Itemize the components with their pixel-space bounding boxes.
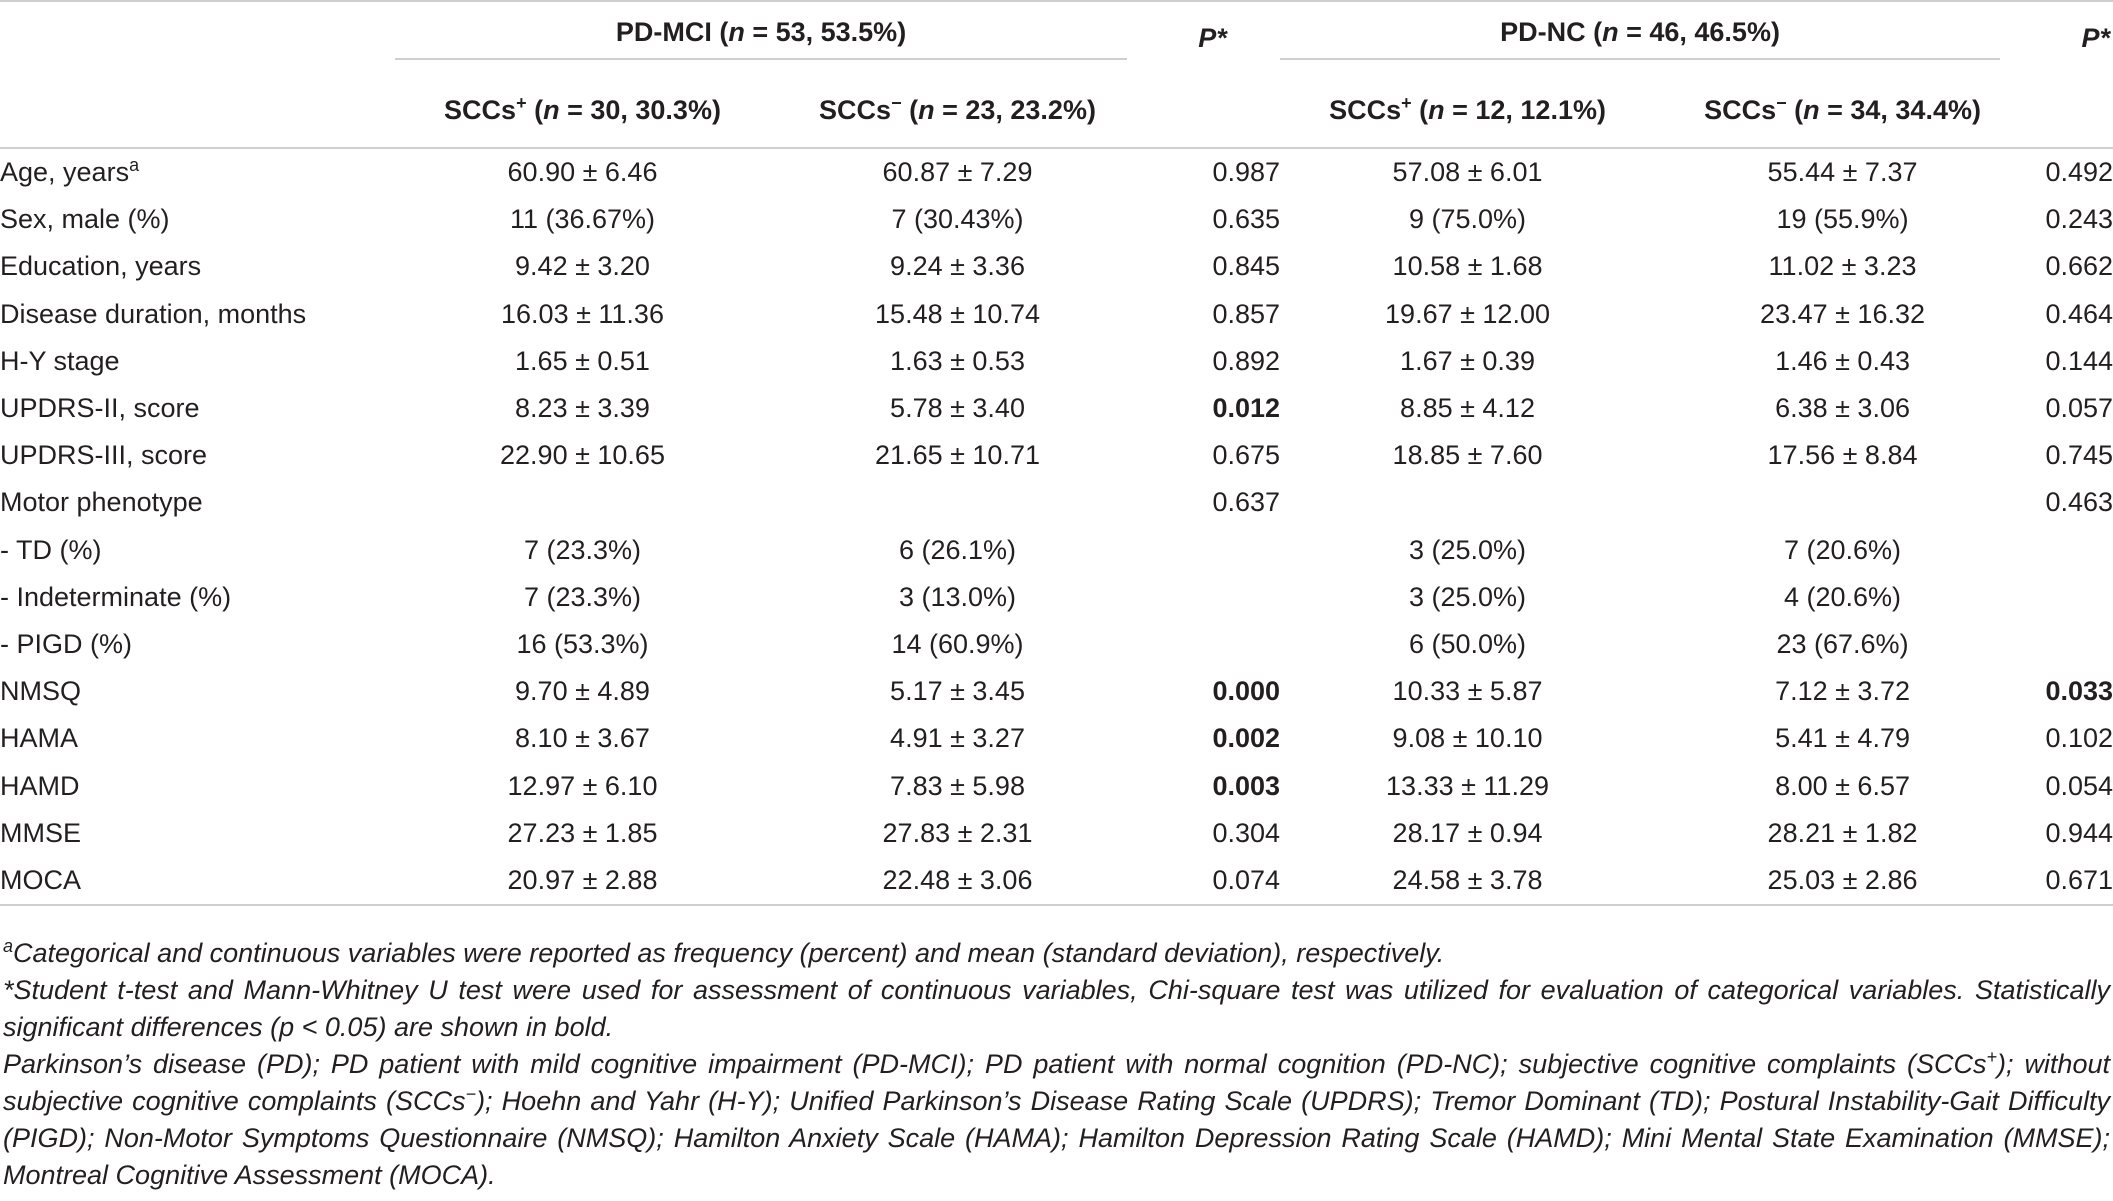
- cell-pd-nc-sccs-minus: [1655, 479, 2030, 526]
- cell-p-value-pd-mci: 0.635: [1212, 204, 1281, 235]
- subgroup-header: SCCs− (n = 34, 34.4%): [1704, 93, 1981, 125]
- table-row: [0, 810, 2113, 857]
- subgroup-header: SCCs+ (n = 30, 30.3%): [444, 93, 721, 125]
- cell-p-value-pd-nc: 0.054: [2045, 770, 2113, 801]
- p-value-header-1: P*: [1145, 1, 1280, 74]
- cell-p-value-pd-nc: 0.492: [2030, 148, 2113, 196]
- cell-pd-mci-sccs-plus: 16.03 ± 11.36: [501, 298, 664, 329]
- cell-p-value-pd-nc: 0.662: [2045, 251, 2113, 282]
- cell-p-value-pd-nc: 0.033: [2045, 676, 2113, 707]
- row-label: MMSE: [0, 817, 81, 848]
- row-label: H-Y stage: [0, 345, 120, 376]
- row-label: Motor phenotype: [0, 487, 203, 518]
- cell-pd-mci-sccs-plus: 7 (23.3%): [523, 581, 642, 612]
- table-row: [0, 762, 2113, 809]
- cell-p-value-pd-mci: 0.892: [1212, 345, 1281, 376]
- table-row: [0, 432, 2113, 479]
- cell-pd-mci-sccs-plus: 11 (36.67%): [509, 204, 656, 235]
- cell-pd-mci-sccs-plus: 20.97 ± 2.88: [395, 857, 770, 905]
- table-row: [0, 857, 2113, 905]
- cell-pd-mci-sccs-plus: 9.42 ± 3.20: [515, 251, 650, 282]
- cell-pd-nc-sccs-plus: 18.85 ± 7.60: [1392, 440, 1543, 471]
- cell-pd-nc-sccs-minus: 4 (20.6%): [1783, 581, 1902, 612]
- cell-pd-mci-sccs-minus: 6 (26.1%): [898, 534, 1017, 565]
- row-label: - TD (%): [0, 534, 102, 565]
- row-label: Education, years: [0, 251, 202, 282]
- cell-pd-nc-sccs-plus: 6 (50.0%): [1408, 628, 1527, 659]
- table-row: [0, 385, 2113, 432]
- group-header-pd-nc: PD-NC (n = 46, 46.5%): [1280, 1, 2030, 74]
- row-label: MOCA: [0, 857, 395, 905]
- table-row: [0, 527, 2113, 574]
- cell-pd-mci-sccs-minus: 3 (13.0%): [898, 581, 1017, 612]
- cell-pd-mci-sccs-plus: 60.90 ± 6.46: [395, 148, 770, 196]
- cell-pd-nc-sccs-plus: [1280, 479, 1655, 526]
- row-label: UPDRS-III, score: [0, 440, 208, 471]
- table-row: [0, 479, 2113, 526]
- cell-pd-nc-sccs-plus: 3 (25.0%): [1408, 581, 1527, 612]
- table-row: [0, 574, 2113, 621]
- cell-p-value-pd-nc: [2030, 621, 2113, 668]
- cell-pd-mci-sccs-minus: 9.24 ± 3.36: [890, 251, 1025, 282]
- cell-pd-mci-sccs-minus: 5.78 ± 3.40: [890, 393, 1025, 424]
- cell-pd-nc-sccs-minus: 23.47 ± 16.32: [1760, 298, 1925, 329]
- cell-pd-nc-sccs-minus: 17.56 ± 8.84: [1767, 440, 1918, 471]
- cell-pd-nc-sccs-minus: 23 (67.6%): [1776, 628, 1909, 659]
- cell-pd-nc-sccs-plus: 1.67 ± 0.39: [1400, 345, 1535, 376]
- cell-p-value-pd-mci: 0.675: [1212, 440, 1281, 471]
- group-header-pd-mci: PD-MCI (n = 53, 53.5%): [395, 1, 1145, 74]
- cell-pd-mci-sccs-plus: 8.23 ± 3.39: [515, 393, 650, 424]
- cell-p-value-pd-mci: [1145, 527, 1280, 574]
- cell-p-value-pd-nc: 0.745: [2045, 440, 2113, 471]
- cell-pd-nc-sccs-plus: 8.85 ± 4.12: [1400, 393, 1535, 424]
- cell-pd-mci-sccs-plus: 16 (53.3%): [516, 628, 649, 659]
- cell-pd-mci-sccs-minus: 27.83 ± 2.31: [882, 817, 1033, 848]
- footnote-abbreviations: Parkinson’s disease (PD); PD patient with mild cognitive impairment (PD-MCI); PD patient with normal cognition (PD-NC); subjective cognitive complaints (SCCs+); without subjective cognitive complaints (SCCs−); Hoehn and Yahr (H-Y); Unified Parkinson’s Disease Rating Scale (UPDRS); Tremor Dominant (TD); Postural Instability-Gait Difficulty (PIGD); Non-Motor Symptoms Questionnaire (NMSQ); Hamilton Anxiety Scale (HAMA); Hamilton Depression Rating Scale (HAMD); Mini Mental State Examination (MMSE); Montreal Cognitive Assessment (MOCA).: [3, 1047, 2110, 1190]
- table-row: [0, 148, 2113, 196]
- cell-p-value-pd-mci: 0.074: [1145, 857, 1280, 905]
- cell-pd-mci-sccs-minus: 5.17 ± 3.45: [890, 676, 1025, 707]
- table-row: [0, 338, 2113, 385]
- cell-pd-mci-sccs-minus: 60.87 ± 7.29: [770, 148, 1145, 196]
- cell-p-value-pd-nc: 0.944: [2045, 817, 2113, 848]
- cell-pd-mci-sccs-plus: [395, 479, 770, 526]
- table-row: [0, 243, 2113, 290]
- p-value-header-2: P*: [2030, 1, 2113, 74]
- cell-pd-mci-sccs-plus: 27.23 ± 1.85: [507, 817, 658, 848]
- cell-pd-mci-sccs-minus: [770, 479, 1145, 526]
- cell-pd-nc-sccs-plus: 57.08 ± 6.01: [1280, 148, 1655, 196]
- cell-p-value-pd-mci: 0.845: [1212, 251, 1281, 282]
- row-label: Sex, male (%): [0, 204, 170, 235]
- cell-p-value-pd-mci: 0.000: [1212, 676, 1281, 707]
- row-label: - Indeterminate (%): [0, 581, 232, 612]
- footnote-star: *Student t-test and Mann-Whitney U test were used for assessment of continuous variables, Chi-square test was utilized for evaluation of categorical variables. Statistically significant differences (p < 0.05) are shown in bold.: [3, 975, 2110, 1042]
- cell-p-value-pd-mci: [1145, 621, 1280, 668]
- cell-pd-mci-sccs-minus: 14 (60.9%): [891, 628, 1024, 659]
- cell-pd-nc-sccs-plus: 28.17 ± 0.94: [1392, 817, 1543, 848]
- cell-p-value-pd-nc: 0.463: [2045, 487, 2113, 518]
- cell-pd-mci-sccs-minus: 22.48 ± 3.06: [770, 857, 1145, 905]
- cell-pd-nc-sccs-plus: 9.08 ± 10.10: [1392, 723, 1543, 754]
- cell-p-value-pd-mci: 0.012: [1212, 393, 1281, 424]
- cell-pd-nc-sccs-minus: 1.46 ± 0.43: [1775, 345, 1910, 376]
- cell-pd-mci-sccs-plus: 12.97 ± 6.10: [507, 770, 658, 801]
- row-label: - PIGD (%): [0, 628, 132, 659]
- subgroup-header-row: [0, 74, 2113, 148]
- table-footnotes: [3, 935, 2110, 1194]
- cell-pd-nc-sccs-minus: 11.02 ± 3.23: [1768, 251, 1917, 282]
- cell-p-value-pd-nc: 0.671: [2030, 857, 2113, 905]
- subgroup-header: SCCs+ (n = 12, 12.1%): [1329, 93, 1606, 125]
- cell-pd-mci-sccs-plus: 7 (23.3%): [523, 534, 642, 565]
- cell-pd-nc-sccs-minus: 8.00 ± 6.57: [1775, 770, 1910, 801]
- cell-pd-mci-sccs-minus: 7.83 ± 5.98: [890, 770, 1025, 801]
- row-label: Disease duration, months: [0, 298, 307, 329]
- cell-pd-nc-sccs-minus: 7.12 ± 3.72: [1775, 676, 1910, 707]
- row-label: HAMD: [0, 770, 80, 801]
- cell-pd-mci-sccs-minus: 4.91 ± 3.27: [890, 723, 1025, 754]
- cell-pd-nc-sccs-plus: 10.58 ± 1.68: [1392, 251, 1543, 282]
- cell-pd-nc-sccs-minus: 55.44 ± 7.37: [1655, 148, 2030, 196]
- cell-p-value-pd-mci: 0.003: [1212, 770, 1281, 801]
- table-row: [0, 291, 2113, 338]
- cell-p-value-pd-mci: 0.002: [1212, 723, 1281, 754]
- cell-p-value-pd-nc: 0.464: [2045, 298, 2113, 329]
- cell-pd-nc-sccs-plus: 13.33 ± 11.29: [1386, 770, 1549, 801]
- cell-pd-nc-sccs-minus: 28.21 ± 1.82: [1767, 817, 1918, 848]
- cell-pd-nc-sccs-plus: 10.33 ± 5.87: [1392, 676, 1543, 707]
- cell-pd-nc-sccs-plus: 24.58 ± 3.78: [1280, 857, 1655, 905]
- cell-pd-mci-sccs-plus: 8.10 ± 3.67: [515, 723, 650, 754]
- row-label: UPDRS-II, score: [0, 393, 200, 424]
- table-row: [0, 621, 2113, 668]
- cell-p-value-pd-nc: 0.057: [2045, 393, 2113, 424]
- cell-p-value-pd-mci: 0.857: [1212, 298, 1281, 329]
- cell-p-value-pd-mci: 0.637: [1212, 487, 1281, 518]
- row-label: Age, years$^a$: [0, 148, 395, 196]
- group-header-row: [0, 1, 2113, 74]
- cell-pd-mci-sccs-plus: 1.65 ± 0.51: [515, 345, 650, 376]
- cell-pd-nc-sccs-minus: 25.03 ± 2.86: [1655, 857, 2030, 905]
- cell-p-value-pd-nc: 0.102: [2045, 723, 2113, 754]
- cell-pd-mci-sccs-minus: 1.63 ± 0.53: [890, 345, 1025, 376]
- table-body: [0, 148, 2113, 905]
- row-label: NMSQ: [0, 676, 81, 707]
- cell-pd-mci-sccs-minus: 21.65 ± 10.71: [875, 440, 1040, 471]
- cell-pd-nc-sccs-plus: 19.67 ± 12.00: [1385, 298, 1550, 329]
- cell-pd-nc-sccs-minus: 7 (20.6%): [1783, 534, 1902, 565]
- footnote-a: $^a$Categorical and continuous variables were reported as frequency (percent) and mean (standard deviation), respectively.: [3, 936, 1445, 968]
- cell-pd-mci-sccs-plus: 22.90 ± 10.65: [500, 440, 665, 471]
- cell-p-value-pd-nc: [2030, 527, 2113, 574]
- cell-p-value-pd-mci: 0.987: [1145, 148, 1280, 196]
- cell-pd-nc-sccs-minus: 5.41 ± 4.79: [1775, 723, 1910, 754]
- cell-pd-nc-sccs-plus: 9 (75.0%): [1408, 204, 1527, 235]
- cell-pd-nc-sccs-minus: 6.38 ± 3.06: [1775, 393, 1910, 424]
- cell-pd-mci-sccs-plus: 9.70 ± 4.89: [515, 676, 650, 707]
- table-row: [0, 715, 2113, 762]
- row-label: HAMA: [0, 723, 79, 754]
- table-row: [0, 668, 2113, 715]
- cell-pd-mci-sccs-minus: 15.48 ± 10.74: [875, 298, 1040, 329]
- cell-p-value-pd-mci: 0.304: [1212, 817, 1281, 848]
- cell-p-value-pd-nc: 0.243: [2045, 204, 2113, 235]
- subgroup-header: SCCs− (n = 23, 23.2%): [819, 93, 1096, 125]
- table-row: [0, 196, 2113, 243]
- cell-pd-nc-sccs-minus: 19 (55.9%): [1776, 204, 1909, 235]
- cell-pd-mci-sccs-minus: 7 (30.43%): [891, 204, 1024, 235]
- cell-p-value-pd-nc: [2030, 574, 2113, 621]
- cell-p-value-pd-mci: [1145, 574, 1280, 621]
- cell-pd-nc-sccs-plus: 3 (25.0%): [1408, 534, 1527, 565]
- cell-p-value-pd-nc: 0.144: [2045, 345, 2113, 376]
